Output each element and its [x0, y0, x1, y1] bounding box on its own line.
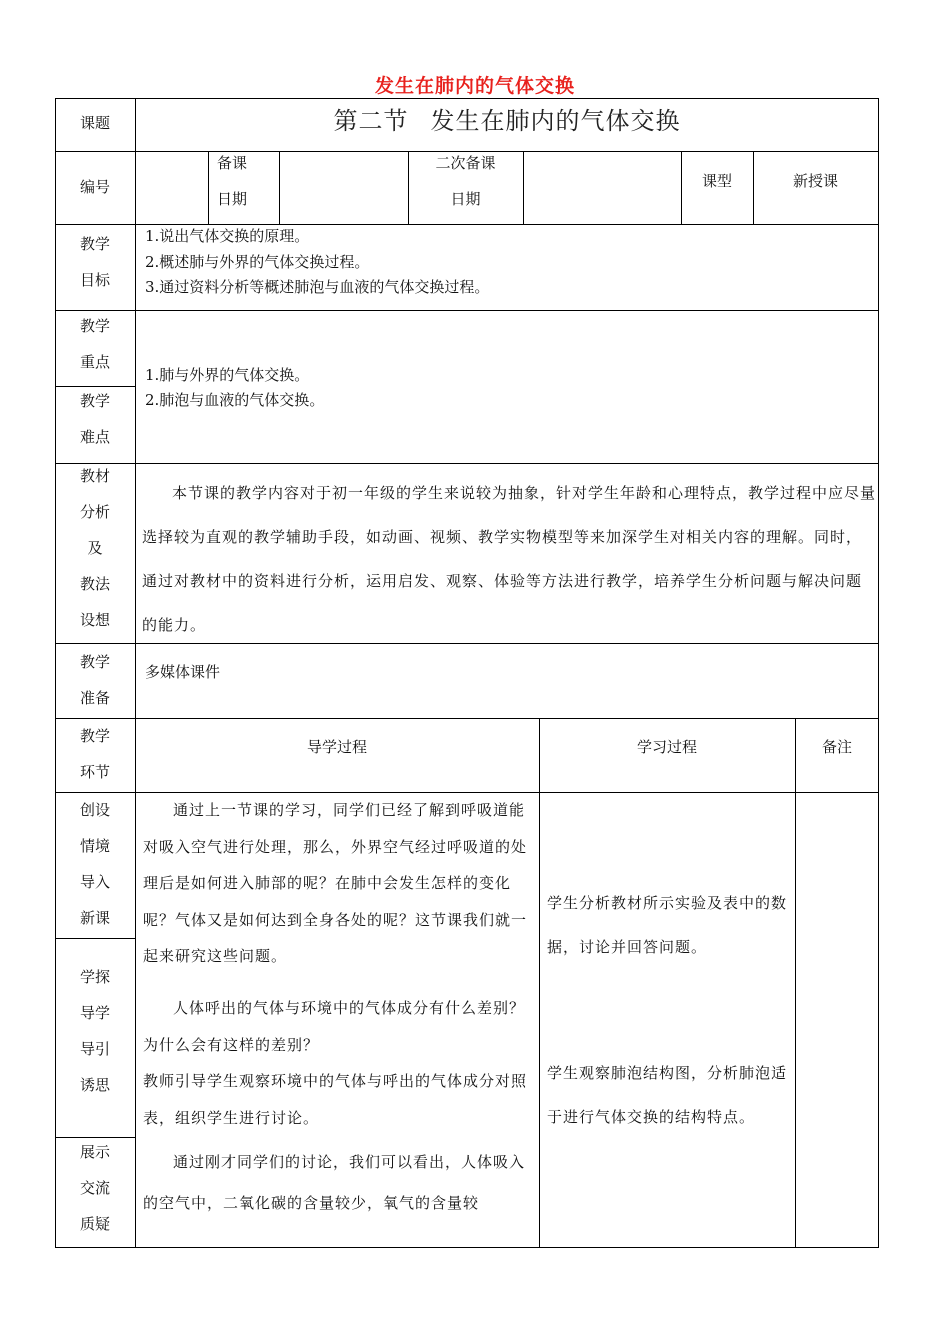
- learning-activity: 学生分析教材所示实验及表中的数据，讨论并回答问题。: [547, 894, 788, 956]
- guide-paragraph: 人体呼出的气体与环境中的气体成分有什么差别？为什么会有这样的差别？: [143, 999, 526, 1054]
- lesson-title: [135, 109, 879, 133]
- stage-item: 展示 交流 质疑: [79, 1143, 110, 1233]
- guide-paragraph: 教师引导学生观察环境中的气体与呼出的气体成分对照表，组织学生进行讨论。: [143, 1072, 528, 1127]
- objective-item: 1.说出气体交换的原理。: [145, 227, 310, 245]
- analysis-text: 本节课的教学内容对于初一年级的学生来说较为抽象，针对学生年龄和心理特点，教学过程中应尽量选择较为直观的教学辅助手段，如动画、视频、教学实物模型等来加深学生对相关内容的理解。同时，通过对教材中的资料进行分析，运用启发、观察、体验等方法进行教学，培养学生分析问题与解决问题的能力。: [142, 484, 877, 634]
- remarks-header: 备注: [821, 738, 852, 756]
- lesson-type-label: 课型: [701, 172, 732, 190]
- analysis-label: 教材 分析 及 教法 设想: [79, 467, 110, 629]
- learning-activity: 学生观察肺泡结构图，分析肺泡适于进行气体交换的结构特点。: [547, 1064, 788, 1126]
- stage-item: 创设 情境 导入 新课: [79, 801, 110, 927]
- key-point-item: 1.肺与外界的气体交换。: [145, 366, 310, 384]
- lesson-name: 发生在肺内的气体交换: [430, 107, 681, 135]
- lesson-section: 第二节: [333, 107, 409, 135]
- preparation-value: 多媒体课件: [145, 663, 221, 681]
- stage-label: 教学 环节: [79, 727, 110, 781]
- objective-item: 2.概述肺与外界的气体交换过程。: [145, 253, 370, 271]
- document-title: 发生在肺内的气体交换: [374, 75, 575, 97]
- objectives-label: 教学 目标: [79, 235, 110, 289]
- prep-date-label-line1: 备课: [217, 154, 248, 172]
- preparation-label: 教学 准备: [79, 653, 110, 707]
- prep-date-label-line2: 日期: [217, 190, 248, 208]
- key-points-label: 教学 重点: [79, 317, 110, 371]
- lesson-type-value: 新授课: [792, 172, 838, 190]
- guide-paragraph: 通过刚才同学们的讨论，我们可以看出，人体吸入的空气中，二氧化碳的含量较少，氧气的含量较: [143, 1153, 526, 1212]
- id-label: 编号: [79, 178, 110, 196]
- stage-item: 学探 导学 导引 诱思: [79, 968, 110, 1094]
- topic-label: 课题: [79, 114, 110, 132]
- key-point-item: 2.肺泡与血液的气体交换。: [145, 391, 325, 409]
- second-prep-label-line1: 二次备课: [435, 154, 496, 172]
- lesson-plan-table: [55, 98, 879, 1248]
- difficulties-label: 教学 难点: [79, 392, 110, 446]
- learning-process-header: 学习过程: [636, 738, 697, 756]
- guide-paragraph: 通过上一节课的学习，同学们已经了解到呼吸道能对吸入空气进行处理，那么，外界空气经过呼吸道的处理后是如何进入肺部的呢？在肺中会发生怎样的变化呢？气体又是如何达到全身各处的呢？这节课我们就一起来研究这些问题。: [143, 801, 528, 965]
- second-prep-label-line2: 日期: [450, 190, 481, 208]
- guide-process-header: 导学过程: [306, 738, 367, 756]
- objective-item: 3.通过资料分析等概述肺泡与血液的气体交换过程。: [145, 278, 490, 296]
